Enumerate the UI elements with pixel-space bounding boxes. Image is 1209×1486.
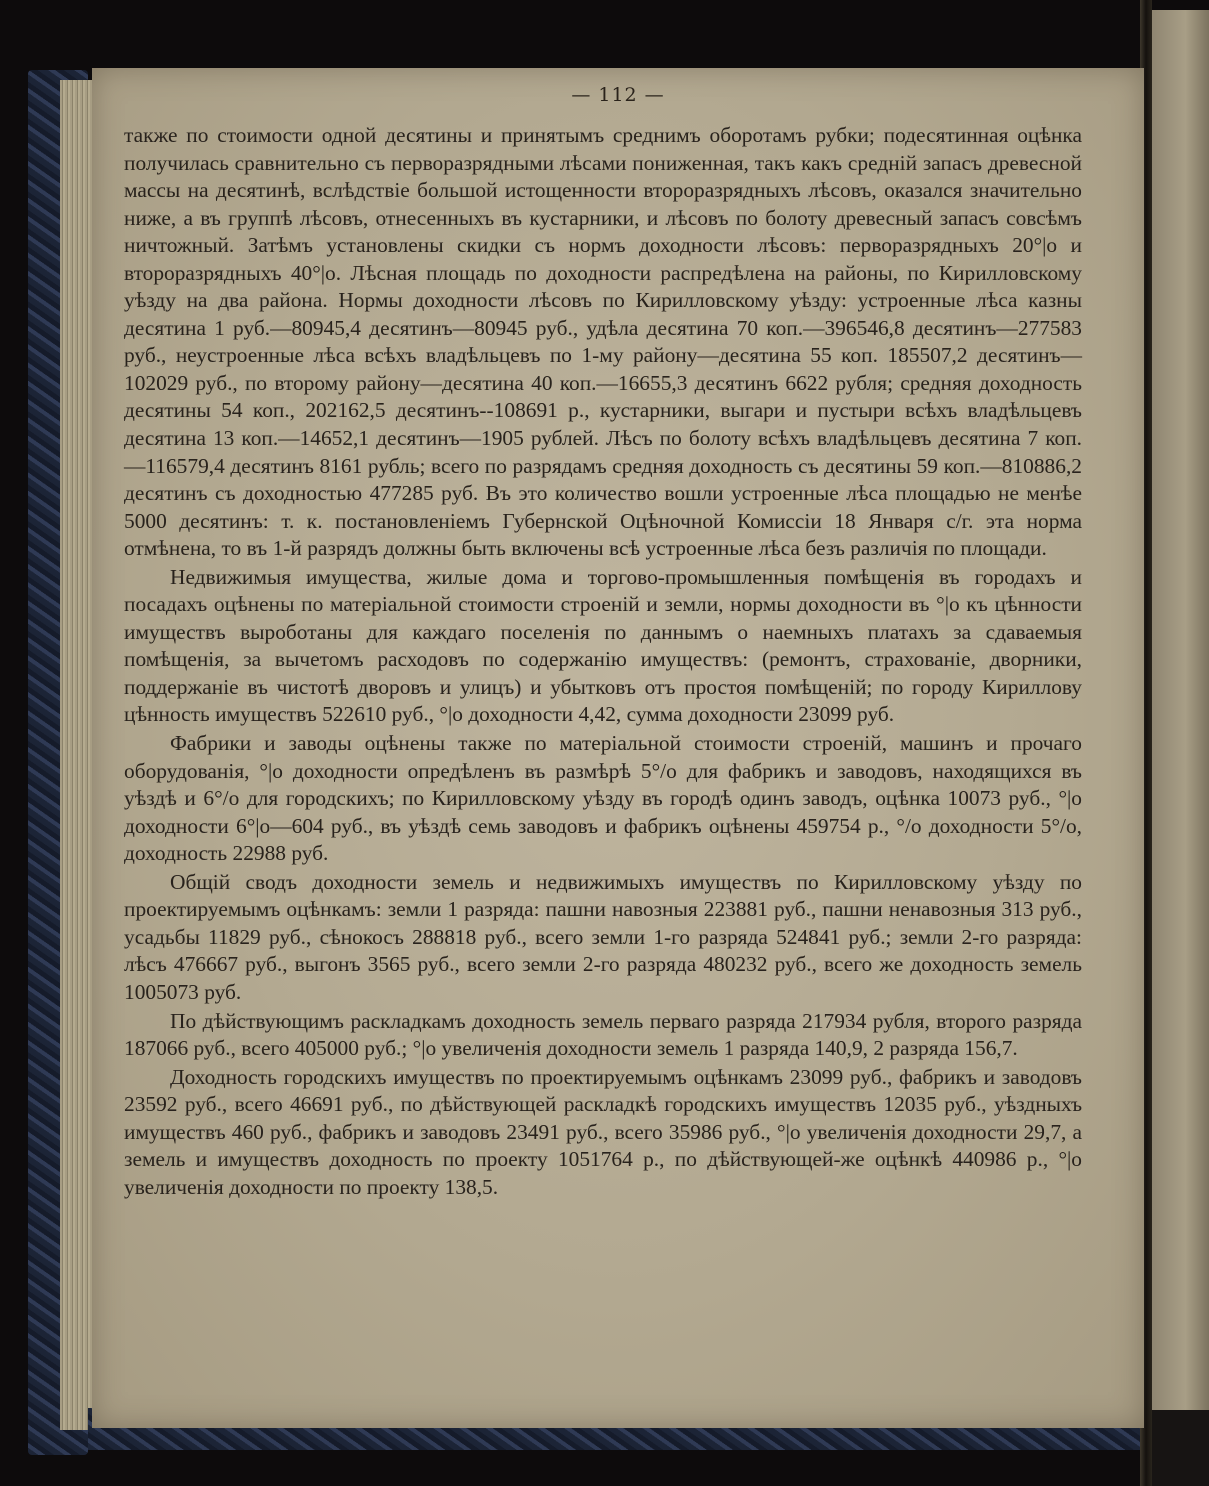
background-corner: [1150, 1410, 1209, 1486]
paragraph-current-assessments: По дѣйствующимъ раскладкамъ доходность земель перваго разряда 217934 рубля, второго разряда 187066 руб., всего 405000 руб.; °|о увеличенія доходности земель 1 разряда 140,9, 2 разряда 156,7.: [124, 1008, 1082, 1061]
paragraph-summary: Общій сводъ доходности земель и недвижимыхъ имуществъ по Кирилловскому уѣзду по проектируемымъ оцѣнкамъ: земли 1 разряда: пашни навозныя 223881 руб., пашни ненавозныя 313 руб., усадьбы 11829 руб., сѣнокосъ 288818 руб., всего земли 1-го разряда 524841 руб.; земли 2-го разряда: лѣсъ 476667 руб., выгонъ 3565 руб., всего земли 2-го разряда 480232 руб., всего же доходность земель 1005073 руб.: [124, 869, 1082, 1004]
facing-page-edge: [1150, 10, 1209, 1410]
document-page: [92, 68, 1144, 1428]
page-body: [124, 122, 1082, 1201]
page-number: — 112 —: [571, 84, 665, 106]
paragraph-forest-income: также по стоимости одной десятины и принятымъ среднимъ оборотамъ рубки; подесятинная оцѣнка получилась сравнительно съ перворазрядными лѣсами пониженная, такъ какъ средній запасъ древесной массы на десятинѣ, вслѣдствіе большой истощенности второразрядныхъ лѣсовъ, оказался значительно ниже, а въ группѣ лѣсовъ, отнесенныхъ въ кустарники, и лѣсовъ по болоту древесный запасъ совсѣмъ ничтожный. Затѣмъ установлены скидки съ нормъ доходности лѣсовъ: перворазрядныхъ 20°|о и второразрядныхъ 40°|о. Лѣсная площадь по доходности распредѣлена на районы, по Кирилловскому уѣзду на два района. Нормы доходности лѣсовъ по Кирилловскому уѣзду: устроенные лѣса казны десятина 1 руб.—80945,4 десятинъ—80945 руб., удѣла десятина 70 коп.—396546,8 десятинъ—277583 руб., неустроенные лѣса всѣхъ владѣльцевъ по 1-му району—десятина 55 коп. 185507,2 десятинъ—102029 руб., по второму району—десятина 40 коп.—16655,3 десятинъ 6622 рубля; средняя доходность десятины 54 коп., 202162,5 десятинъ--108691 р., кустарники, выгари и пустыри всѣхъ владѣльцевъ десятина 13 коп.—14652,1 десятинъ—1905 рублей. Лѣсъ по болоту всѣхъ владѣльцевъ десятина 7 коп.—116579,4 десятинъ 8161 рубль; всего по разрядамъ средняя доходность съ десятины 59 коп.—810886,2 десятинъ съ доходностью 477285 руб. Въ это количество вошли устроенные лѣса площадью не менѣе 5000 десятинъ: т. к. постановленіемъ Губернской Оцѣночной Комиссіи 18 Января с/г. эта норма отмѣнена, то въ 1-й разрядъ должны быть включены всѣ устроенные лѣса безъ различія по площади.: [124, 123, 1082, 561]
paragraph-real-estate: Недвижимыя имущества, жилые дома и торгово-промышленныя помѣщенія въ городахъ и посадахъ оцѣнены по матеріальной стоимости строеній и земли, нормы доходности въ °|о къ цѣнности имуществъ выроботаны для каждаго поселенія по даннымъ о наемныхъ платахъ за сдаваемыя помѣщенія, за вычетомъ расходовъ по содержанію имуществъ: (ремонтъ, страхованіе, дворники, поддержаніе въ чистотѣ дворовъ и улицъ) и убытковъ отъ простоя помѣщеній; по городу Кириллову цѣнность имуществъ 522610 руб., °|о доходности 4,42, сумма доходности 23099 руб.: [124, 564, 1082, 727]
paragraph-urban-income: Доходность городскихъ имуществъ по проектируемымъ оцѣнкамъ 23099 руб., фабрикъ и заводовъ 23592 руб., всего 46691 руб., по дѣйствующей раскладкѣ городскихъ имуществъ 12035 руб., уѣздныхъ имуществъ 460 руб., фабрикъ и заводовъ 23491 руб., всего 35986 руб., °|о увеличенія доходности 29,7, а земель и имуществъ доходность по проекту 1051764 р., по дѣйствующей-же оцѣнкѣ 440986 р., °|о увеличенія доходности по проекту 138,5.: [124, 1064, 1082, 1199]
paragraph-factories: Фабрики и заводы оцѣнены также по матеріальной стоимости строеній, машинъ и прочаго оборудованія, °|о доходности опредѣленъ въ размѣрѣ 5°/о для фабрикъ и заводовъ, находящихся въ уѣздѣ и 6°/о для городскихъ; по Кирилловскому уѣзду въ городѣ одинъ заводъ, оцѣнка 10073 руб., °|о доходности 6°|о—604 руб., въ уѣздѣ семь заводовъ и фабрикъ оцѣнены 459754 р., °/о доходности 5°/о, доходность 22988 руб.: [124, 731, 1082, 866]
